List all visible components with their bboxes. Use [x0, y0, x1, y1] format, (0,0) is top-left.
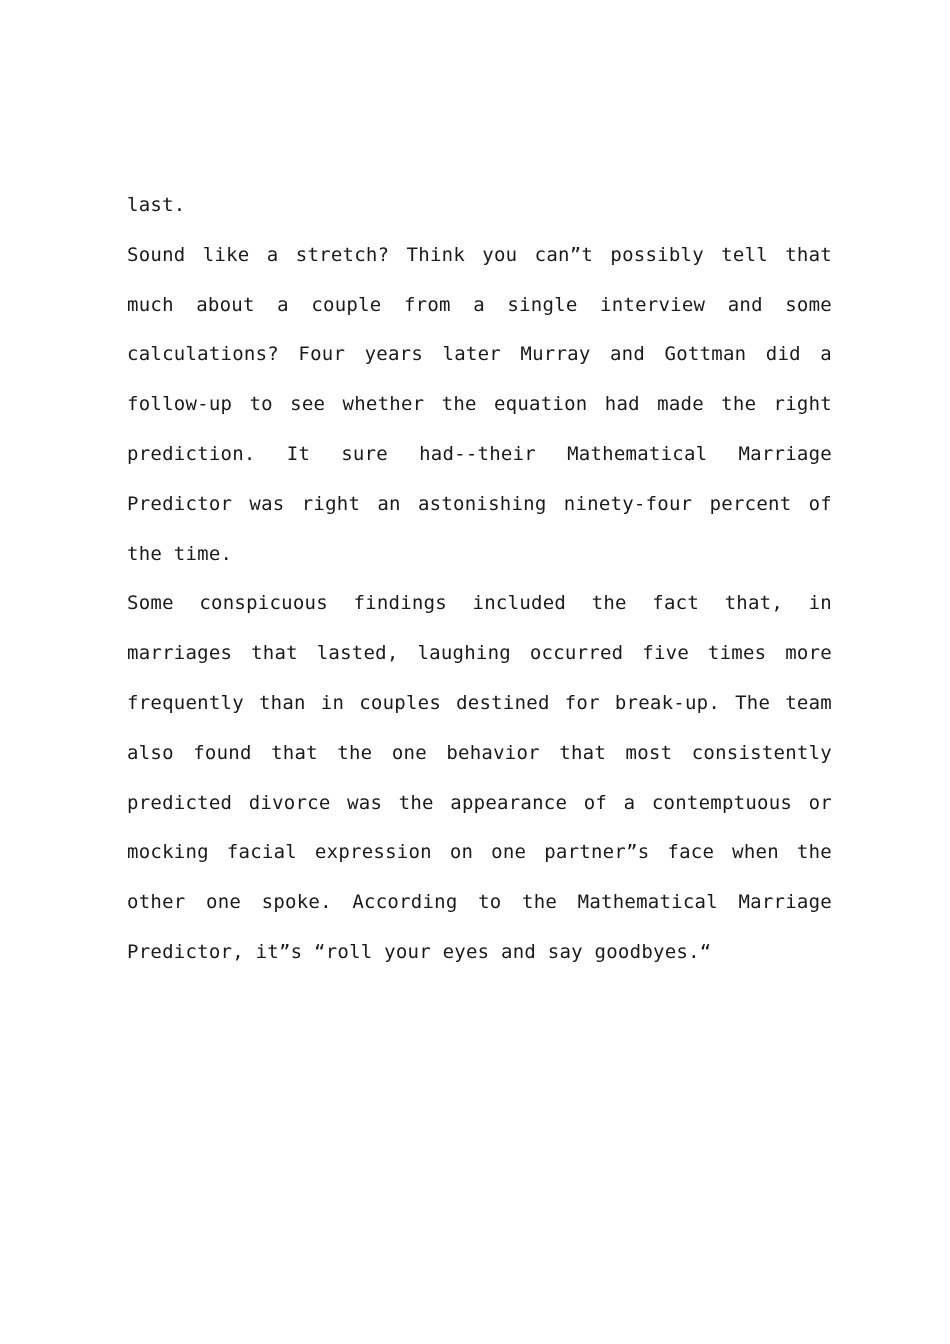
paragraph-findings: Some conspicuous findings included the fact that, in marriages that lasted, laughing occurred five times more frequently than in couples destined for break-up. The team also found that the one behavior that most consistently predicted divorce was the appearance of a contemptuous or mocking facial expression on one partner”s face when the other one spoke. According to the Mathematical Marriage Predictor, it”s “roll your eyes and say goodbyes.“: [127, 592, 832, 963]
paragraph-follow-up-study: Sound like a stretch? Think you can”t possibly tell that much about a couple from a single interview and some calculations? Four years later Murray and Gottman did a follow-up to see whether the equation had made the right prediction. It sure had--their Mathematical Marriage Predictor was right an astonishing ninety-four percent of the time.: [127, 243, 832, 565]
paragraph-continuation: last.: [127, 194, 186, 216]
document-page: [127, 181, 832, 978]
